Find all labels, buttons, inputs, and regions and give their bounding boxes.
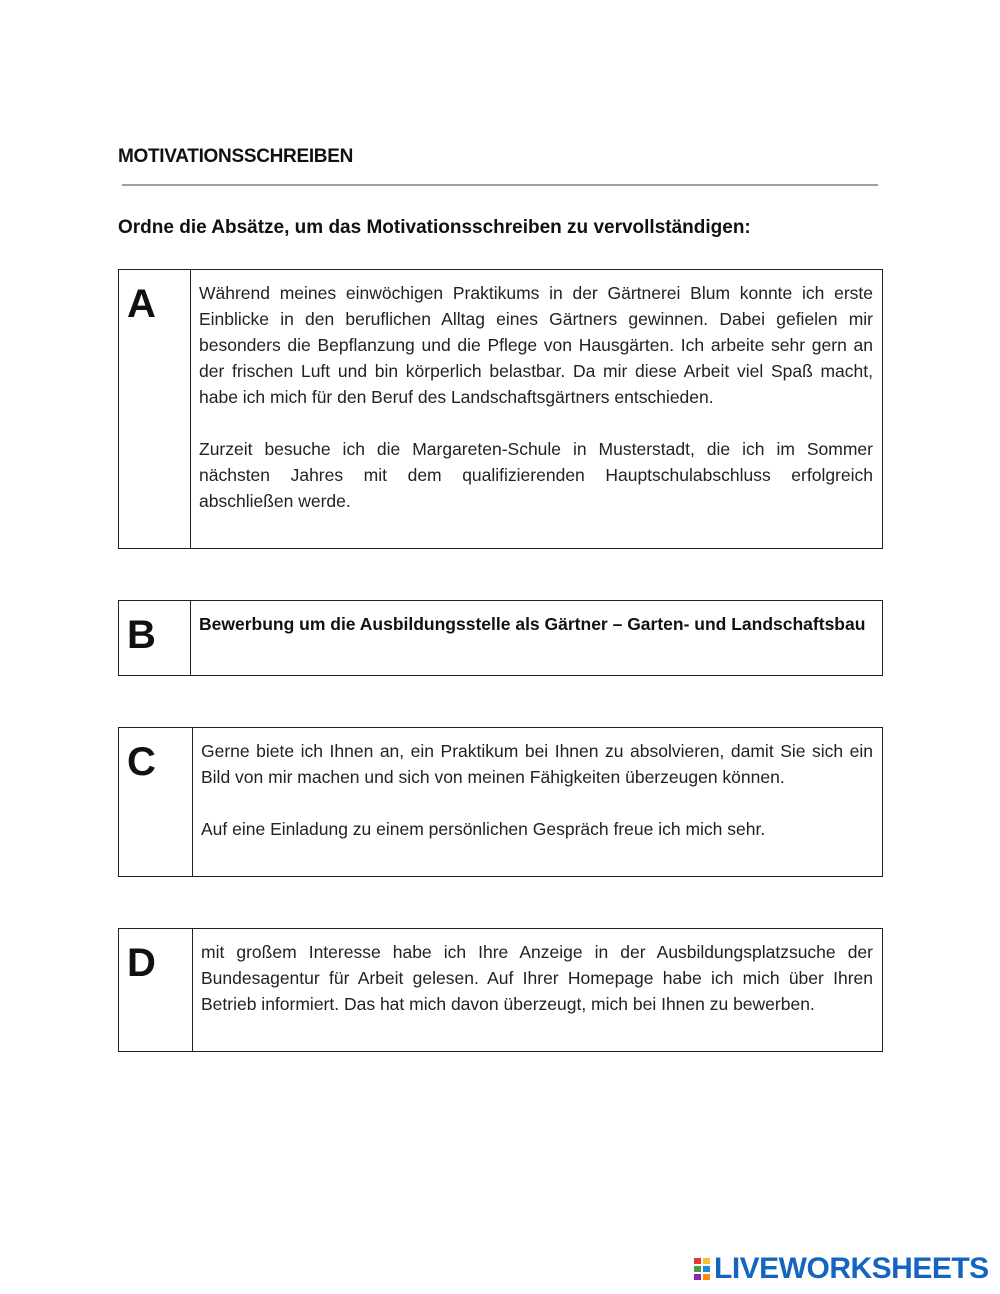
- box-letter-c: C: [127, 740, 156, 784]
- box-letter-a: A: [127, 282, 156, 326]
- paragraph-d-1: mit großem Interesse habe ich Ihre Anzeige in der Ausbildungsplatzsuche der Bundesagentur für Arbeit gelesen. Auf Ihrer Homepage habe ich mich über Ihren Betrieb informiert. Das hat mich davon überzeugt, mich bei Ihnen zu bewerben.: [201, 942, 873, 1014]
- letter-cell-b: [119, 601, 191, 675]
- paragraph-box-c[interactable]: [118, 727, 883, 877]
- title-divider: [122, 184, 878, 186]
- logo-tile: [693, 1273, 702, 1281]
- logo-tile: [702, 1273, 711, 1281]
- logo-tile: [702, 1257, 711, 1265]
- document-title: MOTIVATIONSSCHREIBEN: [118, 146, 354, 167]
- paragraph-box-d[interactable]: [118, 928, 883, 1052]
- logo-tile: [702, 1265, 711, 1273]
- logo-tile: [693, 1257, 702, 1265]
- text-cell-b: [191, 601, 882, 675]
- liveworksheets-brand: [693, 1254, 989, 1284]
- box-letter-d: D: [127, 941, 156, 985]
- liveworksheets-logo-icon: [693, 1257, 711, 1281]
- letter-cell-a: [119, 270, 191, 548]
- paragraph-a-2: Zurzeit besuche ich die Margareten-Schule in Musterstadt, die ich im Sommer nächsten Jahres mit dem qualifizierenden Hauptschulabschluss erfolgreich abschließen werde.: [199, 439, 873, 511]
- paragraph-c-1: Gerne biete ich Ihnen an, ein Praktikum bei Ihnen zu absolvieren, damit Sie sich ein Bild von mir machen und sich von meinen Fähigkeiten überzeugen können.: [201, 741, 873, 787]
- paragraph-b-1: Bewerbung um die Ausbildungsstelle als Gärtner – Garten- und Landschaftsbau: [199, 614, 866, 634]
- box-letter-b: B: [127, 613, 156, 657]
- text-cell-c: [193, 728, 882, 876]
- brand-wordmark: LIVEWORKSHEETS: [714, 1252, 989, 1285]
- text-cell-d: [193, 929, 882, 1051]
- text-cell-a: [191, 270, 882, 548]
- letter-cell-d: [119, 929, 193, 1051]
- paragraph-box-a[interactable]: [118, 269, 883, 549]
- paragraph-box-b[interactable]: [118, 600, 883, 676]
- paragraph-a-1: Während meines einwöchigen Praktikums in der Gärtnerei Blum konnte ich erste Einblicke in den beruflichen Alltag eines Gärtners gewinnen. Dabei gefielen mir besonders die Bepflanzung und die Pflege von Hausgärten. Ich arbeite sehr gern an der frischen Luft und bin körperlich belastbar. Da mir diese Arbeit viel Spaß macht, habe ich mich für den Beruf des Landschaftsgärtners entschieden.: [199, 283, 873, 407]
- instruction-text: Ordne die Absätze, um das Motivationsschreiben zu vervollständigen:: [118, 217, 751, 238]
- logo-tile: [693, 1265, 702, 1273]
- letter-cell-c: [119, 728, 193, 876]
- paragraph-c-2: Auf eine Einladung zu einem persönlichen Gespräch freue ich mich sehr.: [201, 819, 766, 839]
